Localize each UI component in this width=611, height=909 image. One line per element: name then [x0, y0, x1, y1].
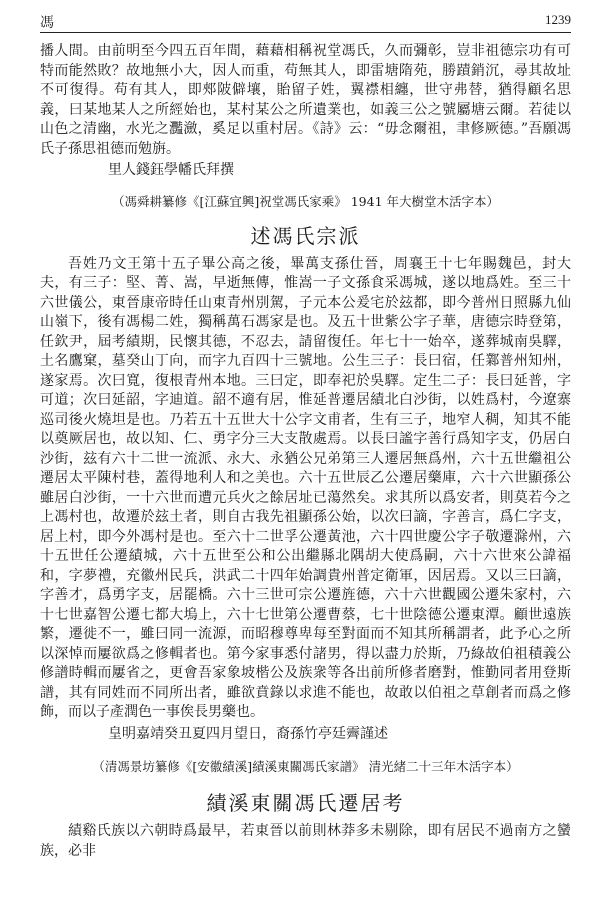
- page-number: 1239: [545, 12, 571, 27]
- header-surname: 馮: [40, 15, 54, 31]
- section-paragraph: 績谿氏族以六朝時爲最早，若東晉以前則林莽多未剔除，即有居民不過南方之蠻族，必非: [40, 823, 571, 859]
- section-title: 績溪東關馮氏遷居考: [206, 791, 405, 815]
- main-text: [40, 42, 571, 861]
- author-signature: 里人錢鈺學幡氏拜撰: [108, 162, 234, 178]
- running-header: [40, 10, 571, 32]
- header-rule: [40, 32, 571, 33]
- source-citation: （馮舜耕纂修《[江蘇宜興]祝堂馮氏家乘》 1941 年大樹堂木活字本）: [111, 193, 499, 209]
- section-title: 述馮氏宗派: [250, 223, 361, 248]
- paragraph-continued: 播人間。由前明至今四五百年間，藉藉相稱祝堂馮氏，久而彌彰，豈非祖德宗功有可特而能然敗？故地無小大，因人而重，苟無其人，即雷塘隋苑，勝蹟銷沉，尋其故址不可復得。苟有其人，即郟陂僻壤，貽留子姓，翼襟相纏，世守弗替，猶得顧名思義，曰某地某人之所經始也，某村某公之所遺業也，如義三公之號屬塘云爾。若徒以山色之清幽，水光之灩瀲，奚足以重村居。《詩》云：“毋念爾祖，聿修厥德。”吾願馮氏子孫思祖德而勉旃。: [40, 43, 571, 157]
- author-signature: 皇明嘉靖癸丑夏四月望日，裔孫竹亭廷霽謹述: [108, 725, 388, 742]
- source-citation: （清馮景坊纂修《[安徽績溪]績溪東關馮氏家譜》 清光緒二十三年木活字本）: [92, 759, 519, 774]
- section-paragraph: 吾姓乃文王第十五子畢公高之後，畢萬支孫仕晉，周襄王十七年賜魏邑，封大夫，有三子：堅、菁、嵩，早逝無傳，惟嵩一子文孫食采馮城，遂以地爲姓。至三十六世儀公，東晉康帝時任山東青州別駕，子元本公爰宅於玆都，即今普州日照縣九仙山嶺下，後有馮楊二姓，獨稱萬石馮家是也。及五十世紫公字子華，唐德宗時登第，任欽尹，屆考績期，民懷其德，不忍去，請留復任。年七十一始卒，遂葬城南吳驛，土名鷹窠，墓癸山丁向，而字九百四十三號地。公生三子：長曰宿，任鄴普州知州，遂家焉。次曰寬，復根青州本地。三曰定，即奉祀於吳驛。定生二子：長曰延普，字可道；次曰延韶，字迪道。韶不適有居，惟延普遷居績北白沙街，以姓爲村，今遼寨巡司後火燒坦是也。乃若五十五世大十公字文甫者，生有三子，地窄人稠，知其不能以奠厥居也，故以知、仁、勇字分三大支散處焉。以長曰謐字善行爲知字支，仍居白沙街，玆有六十二世一流派、永大、永猶公兄弟第三人遷居無爲州，六十五世繼祖公遷居太平陳村巷，蓋得地利人和之美也。六十五世辰乙公遷居藥庫，六十六世顯孫公雖居白沙街，一十六世而遭元兵火之餘居址已蕩然矣。求其所以爲安者，則莫若今之上馮村也，故遷於玆土者，則自古我先祖顯孫公始，以次曰謫，字善言，爲仁字支，居上村，即今外馮村是也。至六十二世孚公遷黃池，六十四世慶公字子敬遷滁州，六十五世任公遷績城，六十五世至公和公出繼縣北隅胡大使爲嗣，六十六世來公諱福和，字夢禮，充徽州民兵，洪武二十四年始調貴州普定衛軍，因居焉。又以三曰謫，字善才，爲勇字支，居罷橋。六十三世可宗公遷旌德，六十六世觀國公遷朱家村，六十七世嘉智公遷七都大塢上，六十七世第公遷曹蔡，七十世陰德公遷東潭。顧世遠族繁，遷徙不一，雖曰同一流源，而昭穆尊卑每至對面而不知其所稱謂者，此予心之所以深悼而屢欲爲之修輯者也。第今家事悉付諸男，得以盡力於斯，乃綠故伯祖積義公修譜時輯而屢省之，更會吾家象坡楷公及族衆等各出前所修者磨對，惟勤同者用登斯譜，其有同姓而不同所出者，雖欲賁錄以求進不能也，故敢以伯祖之草創者而爲之修飾，而以子產潤色一事俟長男藥也。: [40, 255, 571, 720]
